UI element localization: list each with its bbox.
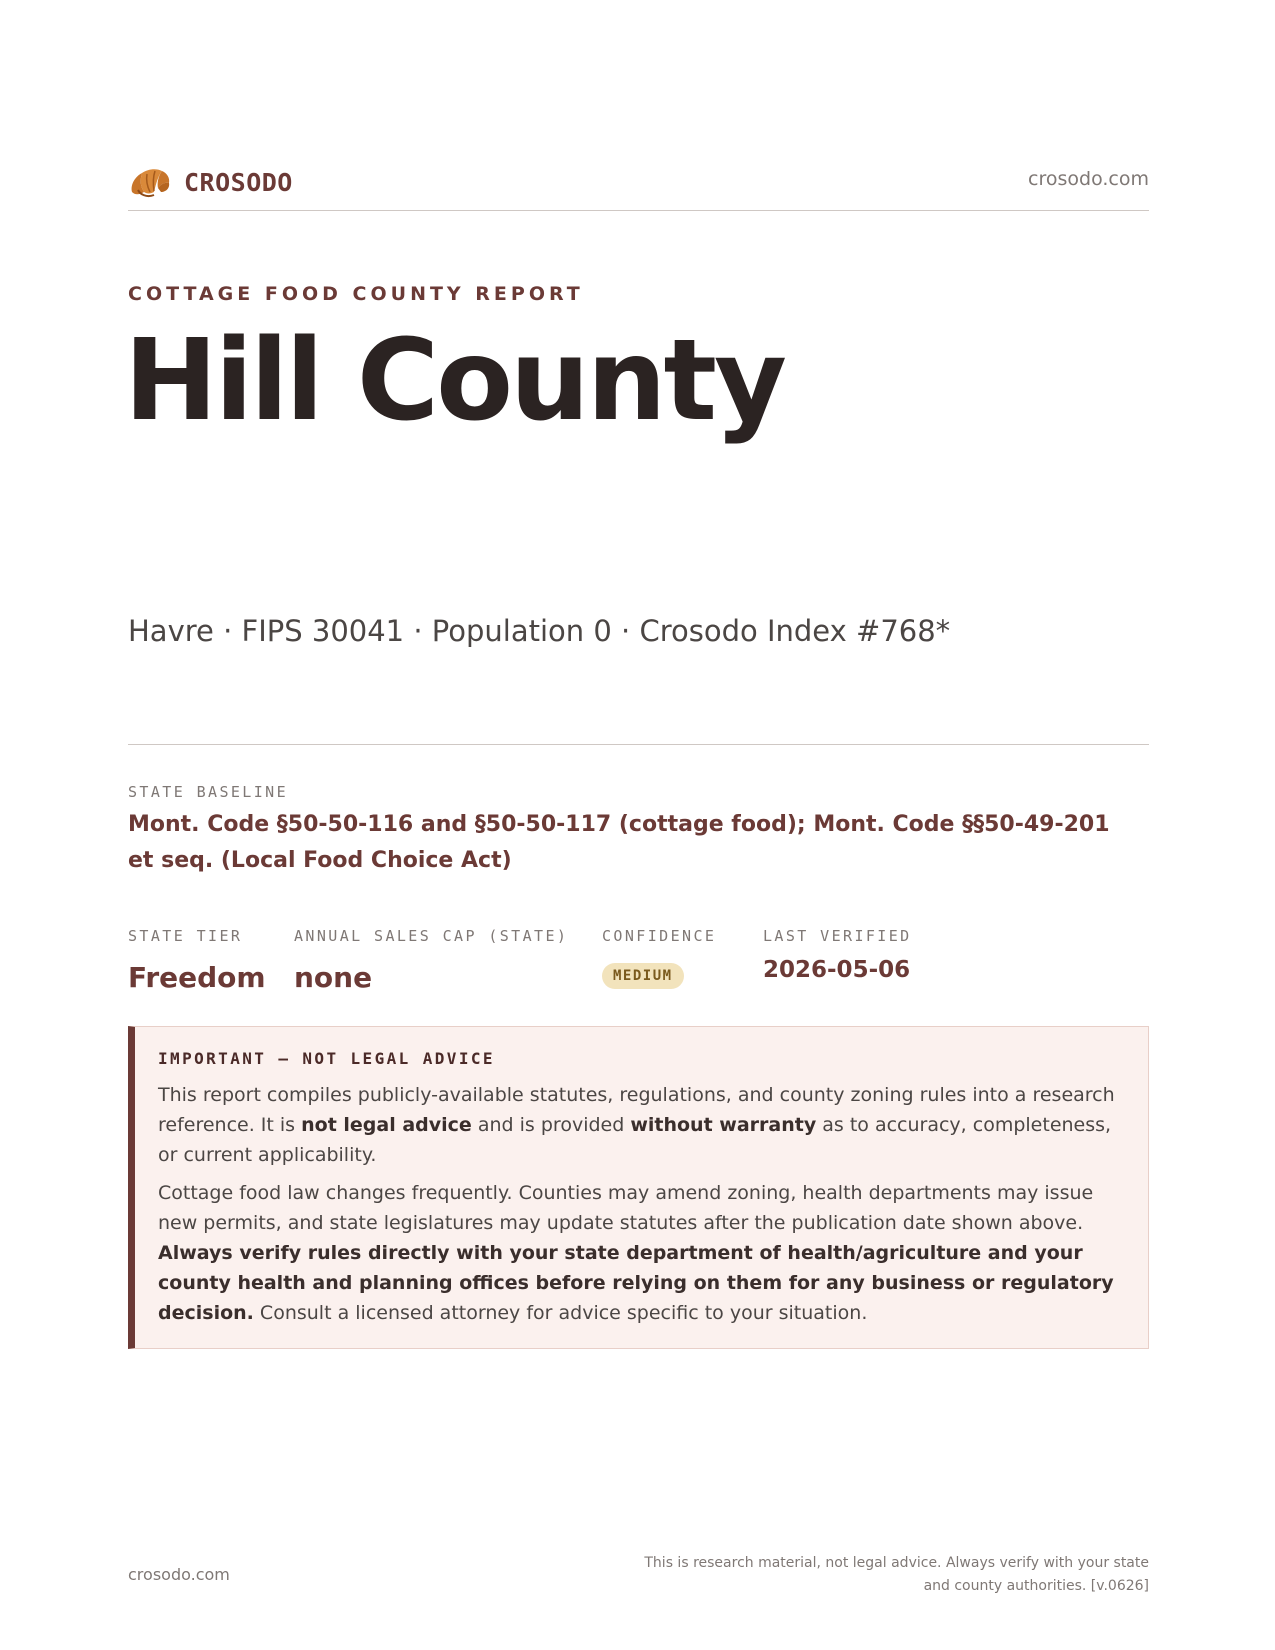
site-url-link[interactable]: crosodo.com [1028, 168, 1149, 190]
croissant-icon [128, 162, 172, 202]
state-tier-label: STATE TIER [128, 927, 243, 945]
legal-notice [128, 1026, 1149, 1349]
sales-cap-label: ANNUAL SALES CAP (STATE) [294, 927, 569, 945]
footer-disclaimer-line-1: This is research material, not legal advice. Always verify with your state [644, 1555, 1149, 1571]
fact-state-tier [128, 927, 266, 994]
footer-site-url[interactable]: crosodo.com [128, 1565, 230, 1584]
report-eyebrow: COTTAGE FOOD COUNTY REPORT [128, 283, 584, 305]
last-verified-label: LAST VERIFIED [763, 927, 912, 945]
confidence-label: CONFIDENCE [602, 927, 717, 945]
county-subtitle: Havre · FIPS 30041 · Population 0 · Crosodo Index #768* [128, 614, 951, 648]
report-page [124, 0, 1149, 1650]
footer-disclaimer [629, 1552, 1149, 1598]
section-divider [128, 744, 1149, 745]
confidence-badge: MEDIUM [602, 963, 684, 989]
state-baseline-label: STATE BASELINE [128, 783, 289, 801]
state-tier-value: Freedom [128, 961, 266, 994]
brand-name: CROSODO [184, 167, 293, 197]
page-header [128, 158, 1149, 210]
footer-disclaimer-line-2: and county authorities. [v.0626] [923, 1578, 1149, 1594]
page-title: Hill County [124, 316, 785, 446]
brand[interactable] [128, 162, 293, 202]
fact-last-verified [763, 927, 912, 983]
legal-notice-title: IMPORTANT — NOT LEGAL ADVICE [158, 1049, 495, 1068]
header-divider [128, 210, 1149, 211]
fact-confidence [602, 927, 716, 989]
last-verified-value: 2026-05-06 [763, 957, 911, 983]
fact-sales-cap [294, 927, 568, 994]
legal-notice-paragraph-2: Cottage food law changes frequently. Counties may amend zoning, health departments may issue new permits, and state legislatures may update statutes after the publication date shown above. Always verify rules directly with your state department of health/agriculture and your county health and planning offices before relying on them for any business or regulatory decision. Consult a licensed attorney for advice specific to your situation. [158, 1182, 1114, 1324]
sales-cap-value: none [294, 961, 373, 994]
legal-notice-paragraph-1: This report compiles publicly-available statutes, regulations, and county zoning rules into a research reference. It is not legal advice and is provided without warranty as to accuracy, completeness, or current applicability. [158, 1084, 1115, 1166]
state-baseline-text: Mont. Code §50-50-116 and §50-50-117 (cottage food); Mont. Code §§50-49-201 et seq. (Local Food Choice Act) [128, 812, 1110, 873]
